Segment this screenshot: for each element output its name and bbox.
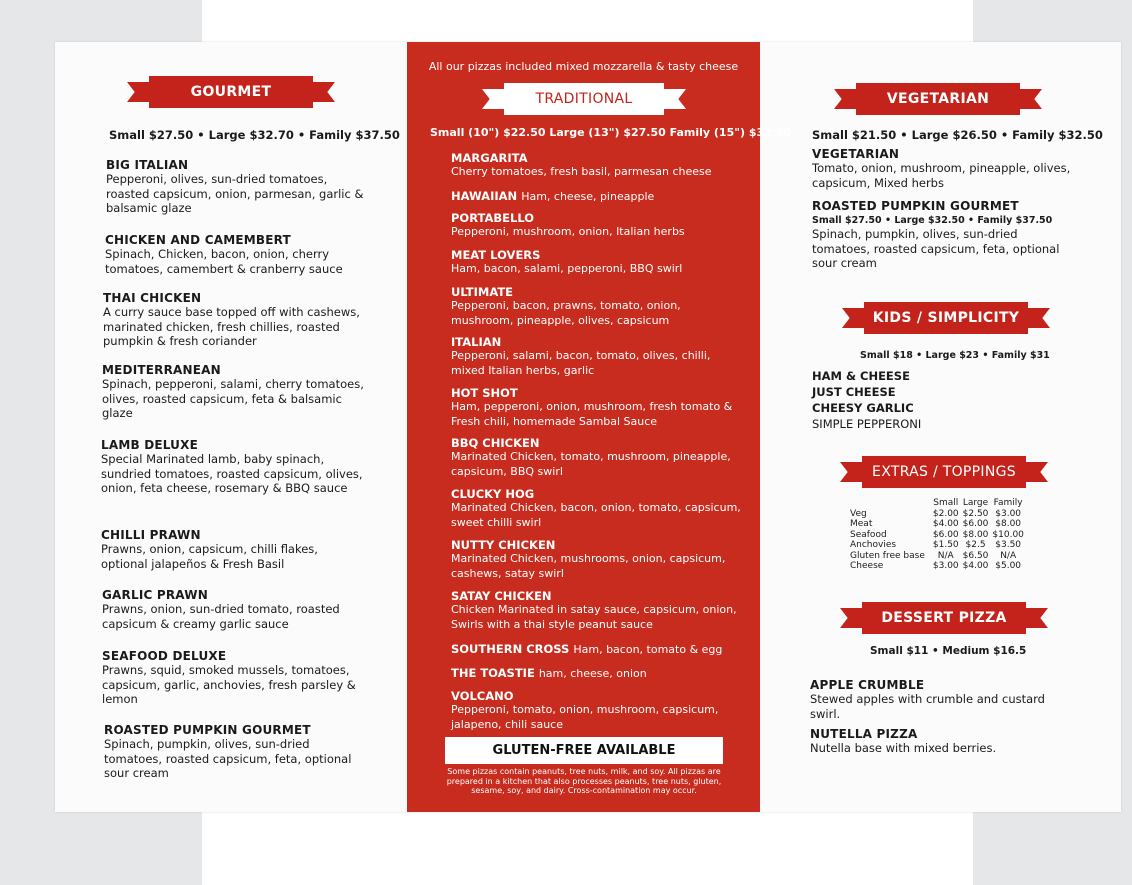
- allergen-disclaimer: Some pizzas contain peanuts, tree nuts, milk, and soy. All pizzas are prepared in a kitchen that also processes peanuts, tree nuts, gluten, sesame, soy, and dairy. Cross-contamination may occur.: [446, 767, 722, 795]
- traditional-banner: [482, 83, 686, 115]
- traditional-prices: Small (10") $22.50 Large (13") $27.50 Family (15") $32.50: [430, 126, 792, 139]
- traditional-column: [407, 42, 792, 812]
- traditional-title: TRADITIONAL: [504, 83, 664, 115]
- gourmet-title: GOURMET: [149, 76, 313, 108]
- menu-item: THE TOASTIE ham, cheese, onion: [451, 666, 647, 680]
- kids-title: KIDS / SIMPLICITY: [864, 302, 1028, 334]
- dessert-title: DESSERT PIZZA: [862, 602, 1026, 634]
- list-item: HAM & CHEESE: [812, 369, 910, 383]
- extras-title: EXTRAS / TOPPINGS: [862, 456, 1026, 488]
- list-item: CHEESY GARLIC: [812, 401, 914, 415]
- menu-item: PORTABELLO Pepperoni, mushroom, onion, Italian herbs: [451, 211, 685, 238]
- table-row: Seafood $6.00 $8.00 $10.00: [850, 529, 1024, 540]
- menu-item: NUTELLA PIZZA Nutella base with mixed berries.: [810, 727, 997, 755]
- gluten-free-badge: GLUTEN-FREE AVAILABLE: [445, 737, 723, 764]
- menu-item: ULTIMATE Pepperoni, bacon, prawns, tomato, onion, mushroom, pineapple, olives, capsicum: [451, 285, 681, 327]
- extras-banner: [840, 456, 1048, 488]
- menu-item: CHILLI PRAWN Prawns, onion, capsicum, chilli flakes, optional jalapeños & Fresh Basil: [101, 528, 318, 571]
- menu-item: SEAFOOD DELUXE Prawns, squid, smoked mussels, tomatoes, capsicum, garlic, anchovies, fresh parsley & lemon: [102, 649, 356, 706]
- menu-item: APPLE CRUMBLE Stewed apples with crumble and custard swirl.: [810, 678, 1045, 721]
- menu-item: MEAT LOVERS Ham, bacon, salami, pepperoni, BBQ swirl: [451, 248, 683, 275]
- menu-item: MEDITERRANEAN Spinach, pepperoni, salami, cherry tomatoes, olives, roasted capsicum, feta & balsamic glaze: [102, 363, 364, 420]
- table-row: Veg $2.00 $2.50 $3.00: [850, 508, 1022, 519]
- gourmet-prices: Small $27.50 • Large $32.70 • Family $37.50: [109, 128, 400, 142]
- menu-item: CHICKEN AND CAMEMBERT Spinach, Chicken, bacon, onion, cherry tomatoes, camembert & cranberry sauce: [105, 233, 343, 276]
- cheese-note: All our pizzas included mixed mozzarella & tasty cheese: [428, 60, 739, 73]
- menu-item: SOUTHERN CROSS Ham, bacon, tomato & egg: [451, 642, 723, 656]
- vegetarian-title: VEGETARIAN: [856, 83, 1020, 115]
- menu-item: ITALIAN Pepperoni, salami, bacon, tomato, olives, chilli, mixed Italian herbs, garlic: [451, 335, 711, 377]
- menu-item: BBQ CHICKEN Marinated Chicken, tomato, mushroom, pineapple, capsicum, BBQ swirl: [451, 436, 731, 478]
- table-row: Gluten free base N/A $6.50 N/A: [850, 550, 1017, 561]
- pizza-menu: [55, 42, 1121, 812]
- right-column: [760, 42, 1121, 812]
- kids-list: [812, 368, 921, 432]
- gourmet-banner: [127, 76, 335, 108]
- table-header-row: Small Large Family: [933, 498, 1023, 508]
- kids-prices: Small $18 • Large $23 • Family $31: [860, 350, 1050, 361]
- gourmet-column: [55, 42, 407, 812]
- dessert-banner: [840, 602, 1048, 634]
- menu-item: ROASTED PUMPKIN GOURMET Small $27.50 • Large $32.50 • Family $37.50 Spinach, pumpkin, olives, sun-dried tomatoes, roasted capsicum, feta, optional sour cream: [812, 199, 1060, 270]
- list-item: SIMPLE PEPPERONI: [812, 417, 922, 431]
- dessert-prices: Small $11 • Medium $16.5: [870, 645, 1027, 657]
- menu-item: MARGARITA Cherry tomatoes, fresh basil, parmesan cheese: [451, 151, 712, 178]
- menu-item: BIG ITALIAN Pepperoni, olives, sun-dried tomatoes, roasted capsicum, onion, parmesan, garlic & balsamic glaze: [106, 158, 364, 215]
- menu-item: VEGETARIAN Tomato, onion, mushroom, pineapple, olives, capsicum, Mixed herbs: [812, 147, 1071, 190]
- vegetarian-prices: Small $21.50 • Large $26.50 • Family $32.50: [812, 128, 1103, 142]
- menu-item: VOLCANO Pepperoni, tomato, onion, mushroom, capsicum, jalapeno, chili sauce: [451, 689, 719, 731]
- table-row: Cheese $3.00 $4.00 $5.00: [850, 561, 1022, 571]
- menu-item: HAWAIIAN Ham, cheese, pineapple: [451, 189, 655, 203]
- kids-banner: [842, 302, 1050, 334]
- menu-item: CLUCKY HOG Marinated Chicken, bacon, onion, tomato, capsicum, sweet chilli swirl: [451, 487, 741, 529]
- table-row: Meat $4.00 $6.00 $8.00: [850, 519, 1022, 529]
- menu-item: ROASTED PUMPKIN GOURMET Spinach, pumpkin, olives, sun-dried tomatoes, roasted capsicum, feta, optional sour cream: [104, 723, 352, 780]
- menu-item: GARLIC PRAWN Prawns, onion, sun-dried tomato, roasted capsicum & creamy garlic sauce: [102, 588, 340, 631]
- extras-table: [848, 498, 1026, 572]
- menu-item: LAMB DELUXE Special Marinated lamb, baby spinach, sundried tomatoes, roasted capsicum, olives, onion, feta cheese, rosemary & BBQ sauce: [101, 438, 363, 495]
- menu-item: NUTTY CHICKEN Marinated Chicken, mushrooms, onion, capsicum, cashews, satay swirl: [451, 538, 726, 580]
- menu-item: SATAY CHICKEN Chicken Marinated in satay sauce, capsicum, onion, Swirls with a thai style peanut sauce: [451, 589, 737, 631]
- table-row: Anchovies $1.50 $2.5 $3.50: [850, 540, 1022, 550]
- menu-item: THAI CHICKEN A curry sauce base topped off with cashews, marinated chicken, fresh chillies, roasted pumpkin & fresh coriander: [103, 291, 360, 348]
- list-item: JUST CHEESE: [812, 385, 896, 399]
- vegetarian-banner: [834, 83, 1042, 115]
- menu-item: HOT SHOT Ham, pepperoni, onion, mushroom, fresh tomato & Fresh chili, homemade Sambal Sauce: [451, 386, 733, 428]
